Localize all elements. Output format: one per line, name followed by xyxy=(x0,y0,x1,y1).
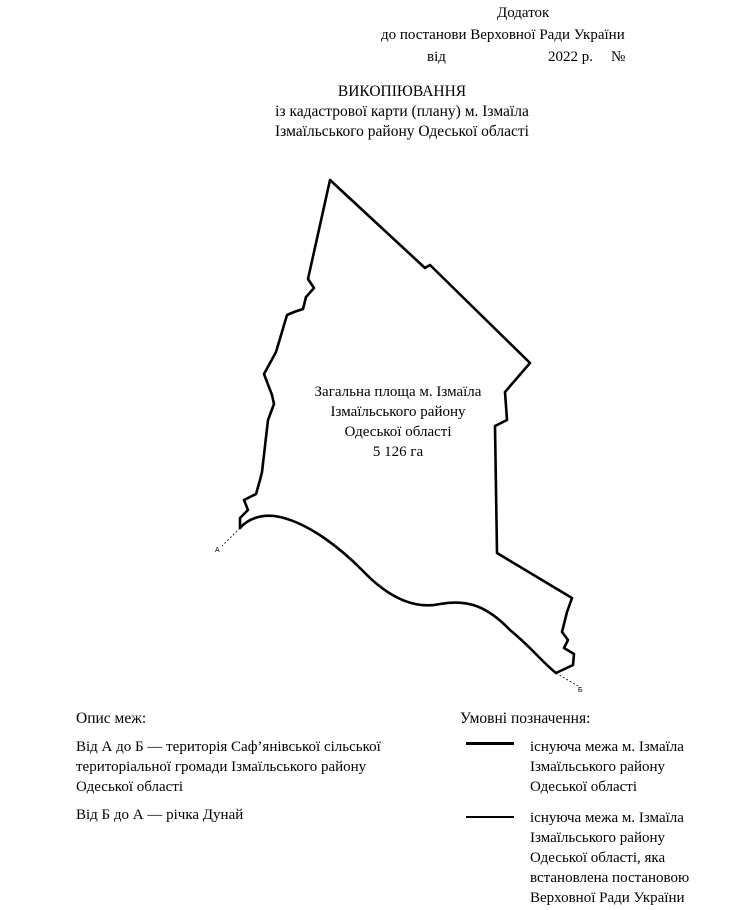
area-label-line2: Ізмаїльського району xyxy=(330,404,466,420)
annex-title: Додаток xyxy=(497,5,550,21)
legend-existing-boundary-symbol xyxy=(466,742,514,745)
point-a-label: А xyxy=(215,547,220,554)
area-value: 5 126 га xyxy=(372,444,424,460)
area-label-line1: Загальна площа м. Ізмаїла xyxy=(314,384,482,400)
document-subtitle-line2: Ізмаїльського району Одеської області xyxy=(275,123,529,140)
boundaries-heading: Опис меж: xyxy=(76,710,147,727)
legend-item-2-line4: встановлена постановою xyxy=(530,870,690,886)
annex-date-label: від xyxy=(427,49,446,65)
boundary-item-1-line2: територіальної громади Ізмаїльського району xyxy=(76,759,367,775)
area-label-line3: Одеської області xyxy=(344,424,452,440)
boundary-item-1-line1: Від А до Б — територія Саф’янівської сільської xyxy=(76,739,381,755)
legend-item-1-line3: Одеської області xyxy=(530,779,638,795)
document-subtitle-line1: із кадастрової карти (плану) м. Ізмаїла xyxy=(275,103,529,120)
boundary-item-2-line1: Від Б до А — річка Дунай xyxy=(76,807,244,823)
legend-item-1-line2: Ізмаїльського району xyxy=(530,759,666,775)
annex-resolution-line: до постанови Верховної Ради України xyxy=(381,27,625,43)
annex-year: 2022 р. xyxy=(548,49,593,65)
point-b-label: Б xyxy=(578,687,583,694)
legend-heading: Умовні позначення: xyxy=(460,710,591,727)
document-title: ВИКОПІЮВАННЯ xyxy=(337,83,467,100)
boundary-item-1-line3: Одеської області xyxy=(76,779,184,795)
annex-number-sign: № xyxy=(611,49,626,65)
legend-item-2-line3: Одеської області, яка xyxy=(530,850,666,866)
legend-item-2-line1: існуюча межа м. Ізмаїла xyxy=(530,810,684,826)
point-b-leader xyxy=(556,673,578,686)
point-a-leader xyxy=(222,528,240,546)
legend-item-2-line2: Ізмаїльського району xyxy=(530,830,666,846)
legend-item-1-line1: існуюча межа м. Ізмаїла xyxy=(530,739,684,755)
legend-established-boundary-symbol xyxy=(466,816,514,818)
legend-item-2-line5: Верховної Ради України xyxy=(530,890,685,906)
